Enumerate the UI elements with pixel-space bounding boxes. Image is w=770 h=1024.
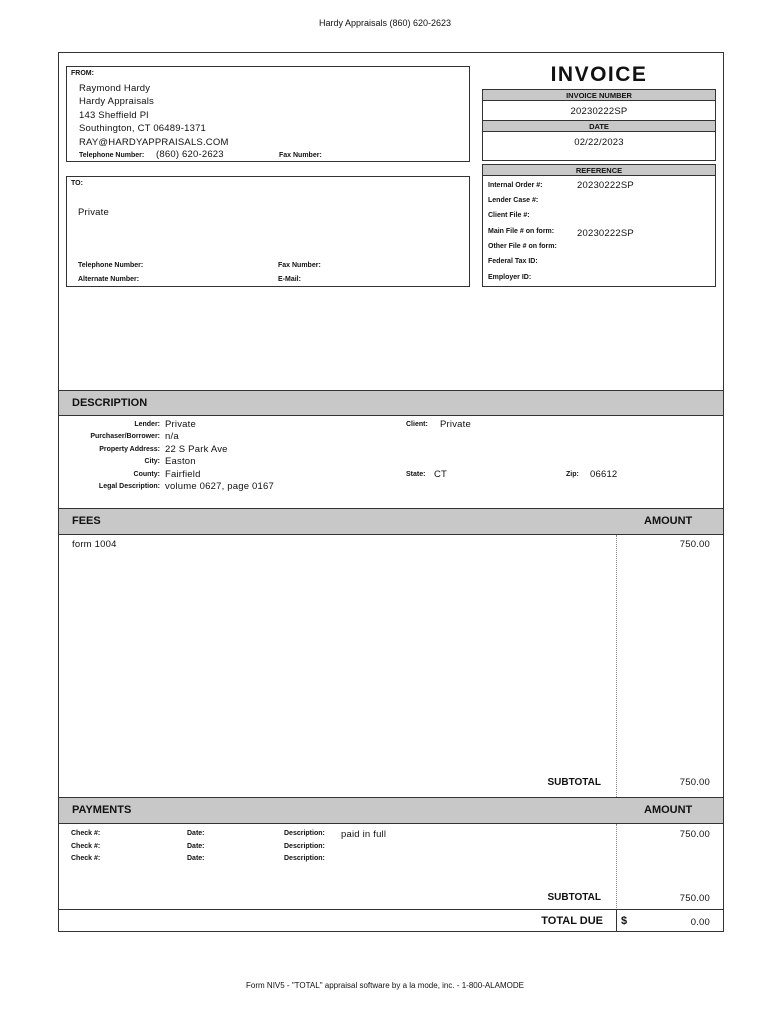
payments-bar (59, 797, 723, 824)
fees-divider (616, 535, 617, 797)
fee-item-amount: 750.00 (679, 539, 710, 550)
to-alternate-label: Alternate Number: (78, 276, 140, 283)
date-label-3: Date: (187, 855, 205, 862)
legal-value: volume 0627, page 0167 (165, 481, 274, 492)
from-fax-label: Fax Number: (279, 152, 322, 159)
check-label-3: Check #: (71, 855, 101, 862)
payments-amount-header: AMOUNT (644, 804, 693, 816)
purchaser-label: Purchaser/Borrower: (90, 433, 160, 440)
ref-internal-order-label: Internal Order #: (488, 182, 543, 189)
total-divider (616, 909, 617, 932)
desc-label-3: Description: (284, 855, 325, 862)
payments-subtotal: 750.00 (679, 893, 710, 904)
check-label-2: Check #: (71, 843, 101, 850)
from-label: FROM: (71, 70, 94, 77)
from-line-5: RAY@HARDYAPPRAISALS.COM (79, 137, 229, 148)
purchaser-value: n/a (165, 431, 179, 442)
payments-title: PAYMENTS (72, 804, 132, 816)
payment-desc-1: paid in full (341, 829, 387, 840)
state-label: State: (406, 471, 426, 478)
fees-subtotal-label: SUBTOTAL (547, 777, 601, 788)
desc-label-2: Description: (284, 843, 325, 850)
invoice-date: 02/22/2023 (574, 137, 624, 148)
desc-label-1: Description: (284, 830, 325, 837)
city-value: Easton (165, 456, 196, 467)
ref-employer-id-label: Employer ID: (488, 274, 532, 281)
ref-main-file-value: 20230222SP (577, 228, 634, 239)
invoice-number: 20230222SP (570, 106, 628, 117)
ref-federal-tax-label: Federal Tax ID: (488, 258, 538, 265)
to-fax-label: Fax Number: (278, 262, 321, 269)
date-label: DATE (482, 120, 716, 132)
currency-symbol: $ (621, 915, 628, 927)
invoice-number-label: INVOICE NUMBER (482, 89, 716, 101)
to-telephone-label: Telephone Number: (78, 262, 144, 269)
fees-amount-header: AMOUNT (644, 515, 693, 527)
state-value: CT (434, 469, 448, 480)
from-line-1: Raymond Hardy (79, 83, 151, 94)
address-value: 22 S Park Ave (165, 444, 228, 455)
fees-title: FEES (72, 515, 101, 527)
zip-value: 06612 (590, 469, 618, 480)
description-title: DESCRIPTION (72, 397, 148, 409)
date-label-2: Date: (187, 843, 205, 850)
check-label-1: Check #: (71, 830, 101, 837)
reference-label: REFERENCE (482, 164, 716, 176)
to-label: TO: (71, 180, 83, 187)
client-label: Client: (406, 421, 428, 428)
fees-subtotal: 750.00 (679, 777, 710, 788)
fee-item-desc: form 1004 (72, 539, 117, 550)
page-header: Hardy Appraisals (860) 620-2623 (318, 18, 452, 28)
from-line-2: Hardy Appraisals (79, 96, 155, 107)
lender-label: Lender: (134, 421, 160, 428)
ref-client-file-label: Client File #: (488, 212, 530, 219)
county-label: County: (133, 471, 160, 478)
from-telephone-label: Telephone Number: (79, 152, 145, 159)
ref-internal-order-value: 20230222SP (577, 180, 634, 191)
address-label: Property Address: (99, 446, 160, 453)
from-telephone: (860) 620-2623 (156, 149, 224, 160)
total-due-label: TOTAL DUE (541, 915, 603, 927)
page-footer: Form NIV5 - "TOTAL" appraisal software by a la mode, inc. - 1-800-ALAMODE (246, 981, 524, 990)
lender-value: Private (165, 419, 196, 430)
to-email-label: E-Mail: (278, 276, 301, 283)
ref-main-file-label: Main File # on form: (488, 228, 555, 235)
ref-lender-case-label: Lender Case #: (488, 197, 539, 204)
legal-label: Legal Description: (98, 483, 160, 490)
city-label: City: (144, 458, 160, 465)
ref-other-file-label: Other File # on form: (488, 243, 557, 250)
fees-bar (59, 508, 723, 535)
client-value: Private (440, 419, 471, 430)
payment-amount-1: 750.00 (679, 829, 710, 840)
invoice-title: INVOICE (550, 63, 648, 86)
payments-subtotal-label: SUBTOTAL (547, 892, 601, 903)
zip-label: Zip: (566, 471, 579, 478)
description-bar (59, 390, 723, 416)
county-value: Fairfield (165, 469, 201, 480)
to-box (66, 176, 470, 287)
date-label-1: Date: (187, 830, 205, 837)
from-line-4: Southington, CT 06489-1371 (79, 123, 207, 134)
total-due-value: 0.00 (690, 917, 710, 928)
total-row-line (59, 909, 723, 910)
to-name: Private (78, 207, 109, 218)
from-line-3: 143 Sheffield Pl (79, 110, 149, 121)
